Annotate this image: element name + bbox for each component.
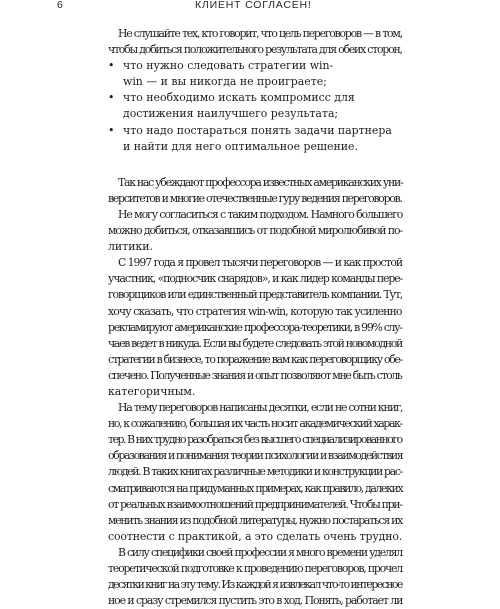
text-line: чаев ведет в никуда. Если вы будете следовать этой новомодной bbox=[108, 336, 402, 350]
section-gap bbox=[108, 155, 402, 175]
bullet-icon: • bbox=[108, 91, 115, 105]
text-line: десятки книг на эту тему. Из каждой я извлекал что-то интересное bbox=[108, 578, 402, 592]
paragraph bbox=[108, 255, 402, 400]
text-line: менить знания из подобной литературы, нужно постараться их bbox=[108, 513, 402, 527]
text-line: категоричным. bbox=[108, 384, 196, 398]
text-line: Так нас убеждают профессора известных американских уни- bbox=[118, 175, 403, 189]
list-item-continuation bbox=[108, 74, 402, 90]
list-item-text: что необходимо искать компромисс для bbox=[123, 91, 355, 105]
text-line: образования и понимания теории психологии и взаимодействия bbox=[108, 449, 403, 463]
paragraph bbox=[108, 400, 402, 545]
bullet-icon: • bbox=[108, 59, 115, 73]
body-text bbox=[108, 26, 402, 609]
text-line: теоретической подготовке к проведению переговоров, прочел bbox=[108, 562, 403, 575]
text-line: чтобы добиться положительного результата для обеих сторон, bbox=[108, 43, 402, 57]
paragraph bbox=[108, 175, 402, 207]
text-line: соотнести с практикой, а это сделать очень трудно. bbox=[108, 529, 403, 543]
list-item-text: что нужно следовать стратегии win- bbox=[123, 59, 334, 73]
text-line: но, к сожалению, большая их часть носит академический харак- bbox=[108, 417, 402, 431]
paragraph bbox=[108, 545, 402, 609]
list-item-continuation bbox=[108, 139, 402, 155]
text-line: спечено. Полученные знания и опыт позволяют мне быть столь bbox=[108, 368, 402, 382]
bullet-icon: • bbox=[108, 123, 115, 137]
text-line: сматриваются на придуманных примерах, как правило, далеких bbox=[108, 481, 403, 495]
running-title: КЛИЕНТ СОГЛАСЕН! bbox=[195, 0, 312, 11]
text-line: Не могу согласиться с таким подходом. Намного большего bbox=[118, 207, 403, 221]
text-line: стратегии в бизнесе, то поражение вам как переговорщику обе- bbox=[108, 352, 402, 366]
text-line: говорщиков или единственный представитель компании. Тут, bbox=[108, 288, 403, 302]
text-line: участник, «подносчик снарядов», и как лидер команды пере- bbox=[108, 272, 403, 286]
text-line: литики. bbox=[108, 240, 153, 254]
text-line: В силу специфики своей профессии я много времени уделял bbox=[118, 545, 402, 559]
bullet-list bbox=[108, 58, 402, 155]
text-line: тер. В них трудно разобраться без высшего специализированного bbox=[108, 433, 402, 447]
text-line: верситетов и многие отечественные гуру ведения переговоров. bbox=[108, 191, 402, 205]
list-item bbox=[108, 58, 402, 74]
text-line: рекламируют американские профессора-теоретики, в 99% слу- bbox=[108, 320, 402, 334]
list-item-text: win — и вы никогда не проиграете; bbox=[123, 75, 327, 89]
list-item-text: достижения наилучшего результата; bbox=[123, 107, 339, 121]
list-item bbox=[108, 90, 402, 106]
paragraph bbox=[108, 207, 402, 255]
page-header bbox=[0, 0, 500, 20]
list-item-continuation bbox=[108, 106, 402, 122]
text-line: Не слушайте тех, кто говорит, что цель переговоров — в том, bbox=[118, 27, 402, 40]
text-line: ное и сразу стремился пустить это в ход. Понять, работает ли bbox=[108, 594, 403, 608]
text-line: людей. В таких книгах различные методики и конструкции рас- bbox=[108, 465, 402, 479]
text-line: от реальных взаимоотношений предпринимателей. Чтобы при- bbox=[108, 497, 402, 511]
list-item-text: что надо постараться понять задачи партнера bbox=[123, 123, 392, 137]
text-line: хочу сказать, что стратегия win-win, которую так усиленно bbox=[108, 304, 402, 318]
text-line: С 1997 года я провел тысячи переговоров — и как простой bbox=[118, 256, 403, 270]
page-number: 6 bbox=[57, 0, 64, 11]
text-line: На тему переговоров написаны десятки, если не сотни книг, bbox=[118, 401, 403, 415]
list-item-text: и найти для него оптимальное решение. bbox=[123, 139, 358, 153]
list-item bbox=[108, 123, 402, 139]
text-line: можно добиться, отказавшись от подобной миролюбивой по- bbox=[108, 224, 403, 238]
